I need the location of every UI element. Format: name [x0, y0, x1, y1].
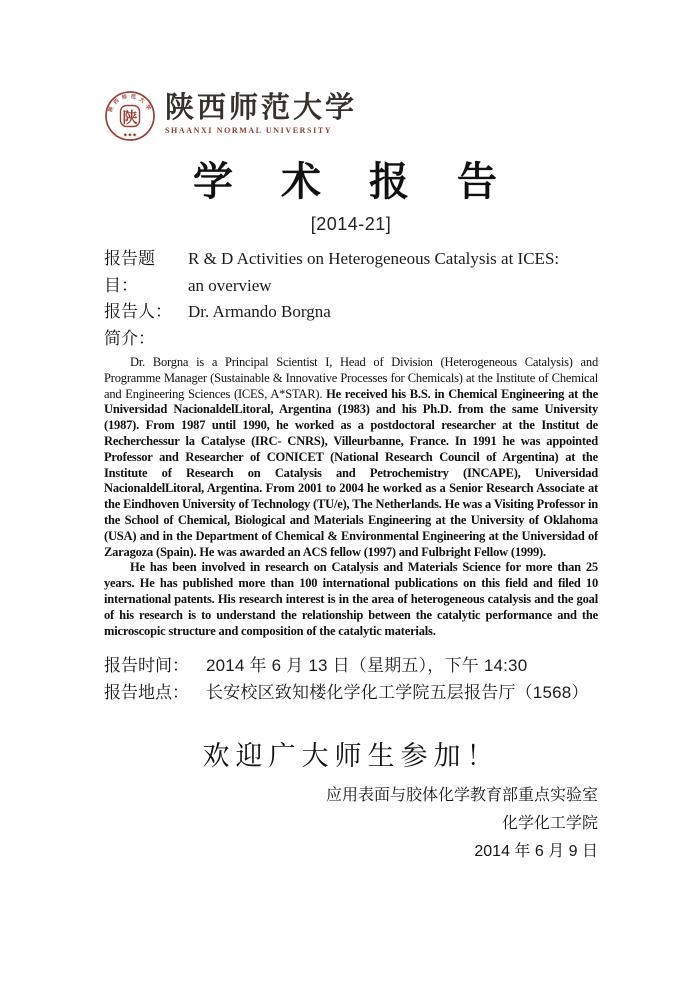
university-name-chinese: 陕西师范大学: [165, 92, 358, 124]
topic-label: 报告题目：: [104, 249, 155, 295]
svg-text:陕 西 师 范 大 学: 陕 西 师 范 大 学: [107, 93, 152, 113]
place-label: 报告地点：: [104, 682, 189, 702]
bio-para1-bold: He received his B.S. in Chemical Engineering at the Universidad NacionaldelLitoral, Argentina (1983) and his Ph.D. from the same University (1987). From 1987 until 1990, he worked as a postdoctoral researcher at the Institut de Recherchessur la Catalyse (IRC- CNRS), Villeurbanne, France. In 1991 he was appointed Professor and Researcher of CONICET (National Research Council of Argentina) at the Institute of Research on Catalysis and Petrochemistry (INCAPE), Universidad NacionaldelLitoral, Argentina. From 2001 to 2004 he worked as a Senior Research Associate at the Eindhoven University of Technology (TU/e), The Netherlands. He was a Visiting Professor in the School of Chemical, Biological and Materials Engineering at the University of Oklahoma (USA) and in the Department of Chemical & Environmental Engineering at the Universidad of Zaragoza (Spain). He was awarded an ACS fellow (1997) and Fulbright Fellow (1999).: [104, 386, 598, 559]
schedule-time-row: [104, 653, 598, 680]
biography-paragraph-1: [104, 355, 598, 560]
biography: [104, 355, 598, 639]
report-number: [2014-21]: [310, 214, 392, 234]
place-value: 长安校区致知楼化学化工学院五层报告厅（1568）: [206, 682, 589, 702]
university-logo: [104, 86, 598, 148]
svg-text:◆ ◆ ◆: ◆ ◆ ◆: [123, 132, 137, 137]
signature-org-line2: 化学化工学院: [501, 815, 598, 833]
bio-para1-normal: Dr. Borgna is a Principal Scientist I, Head of Division (Heterogeneous Catalysis) and Programme Manager (Sustainable & Innovative Processes for Chemicals) at the Institute of Chemical and Engineering Sciences (ICES, A*STAR).: [104, 355, 598, 401]
schedule-place-row: [104, 680, 598, 707]
signature-org-line1: 应用表面与胶体化学教育部重点实验室: [325, 787, 598, 805]
university-seal-icon: [104, 86, 156, 149]
time-label: 报告时间：: [104, 656, 189, 676]
speaker-label: 报告人：: [104, 302, 172, 321]
field-bio: [104, 326, 598, 353]
page-title: 学 术 报 告: [193, 159, 509, 204]
time-value: 2014 年 6 月 13 日（星期五），下午 14:30: [206, 656, 528, 676]
report-fields: [104, 246, 598, 352]
signature-block: [104, 782, 598, 866]
field-topic: [104, 246, 598, 299]
topic-value: [188, 246, 598, 299]
biography-paragraph-2: He has been involved in research on Catalysis and Materials Science for more than 25 years. He has published more than 100 international publications on this field and filed 10 international patents. His research interest is in the area of heterogeneous catalysis and the goal of his research is to understand the relationship between the catalytic performance and the microscopic structure and composition of the catalytic materials.: [104, 560, 598, 638]
welcome-message: 欢迎广大师生参加！: [202, 741, 500, 772]
university-name-block: [165, 86, 357, 135]
bio-label: 简介：: [104, 328, 155, 348]
svg-text:陕: 陕: [122, 110, 138, 127]
field-speaker: [104, 299, 598, 326]
topic-line2: an overview: [188, 275, 272, 295]
signature-date: 2014 年 6 月 9 日: [474, 843, 598, 861]
topic-line1: R & D Activities on Heterogeneous Catalysis at ICES:: [188, 249, 560, 268]
university-name-english: SHAANXI NORMAL UNIVERSITY: [165, 126, 333, 135]
schedule: [104, 653, 598, 706]
speaker-value: Dr. Armando Borgna: [188, 302, 331, 321]
